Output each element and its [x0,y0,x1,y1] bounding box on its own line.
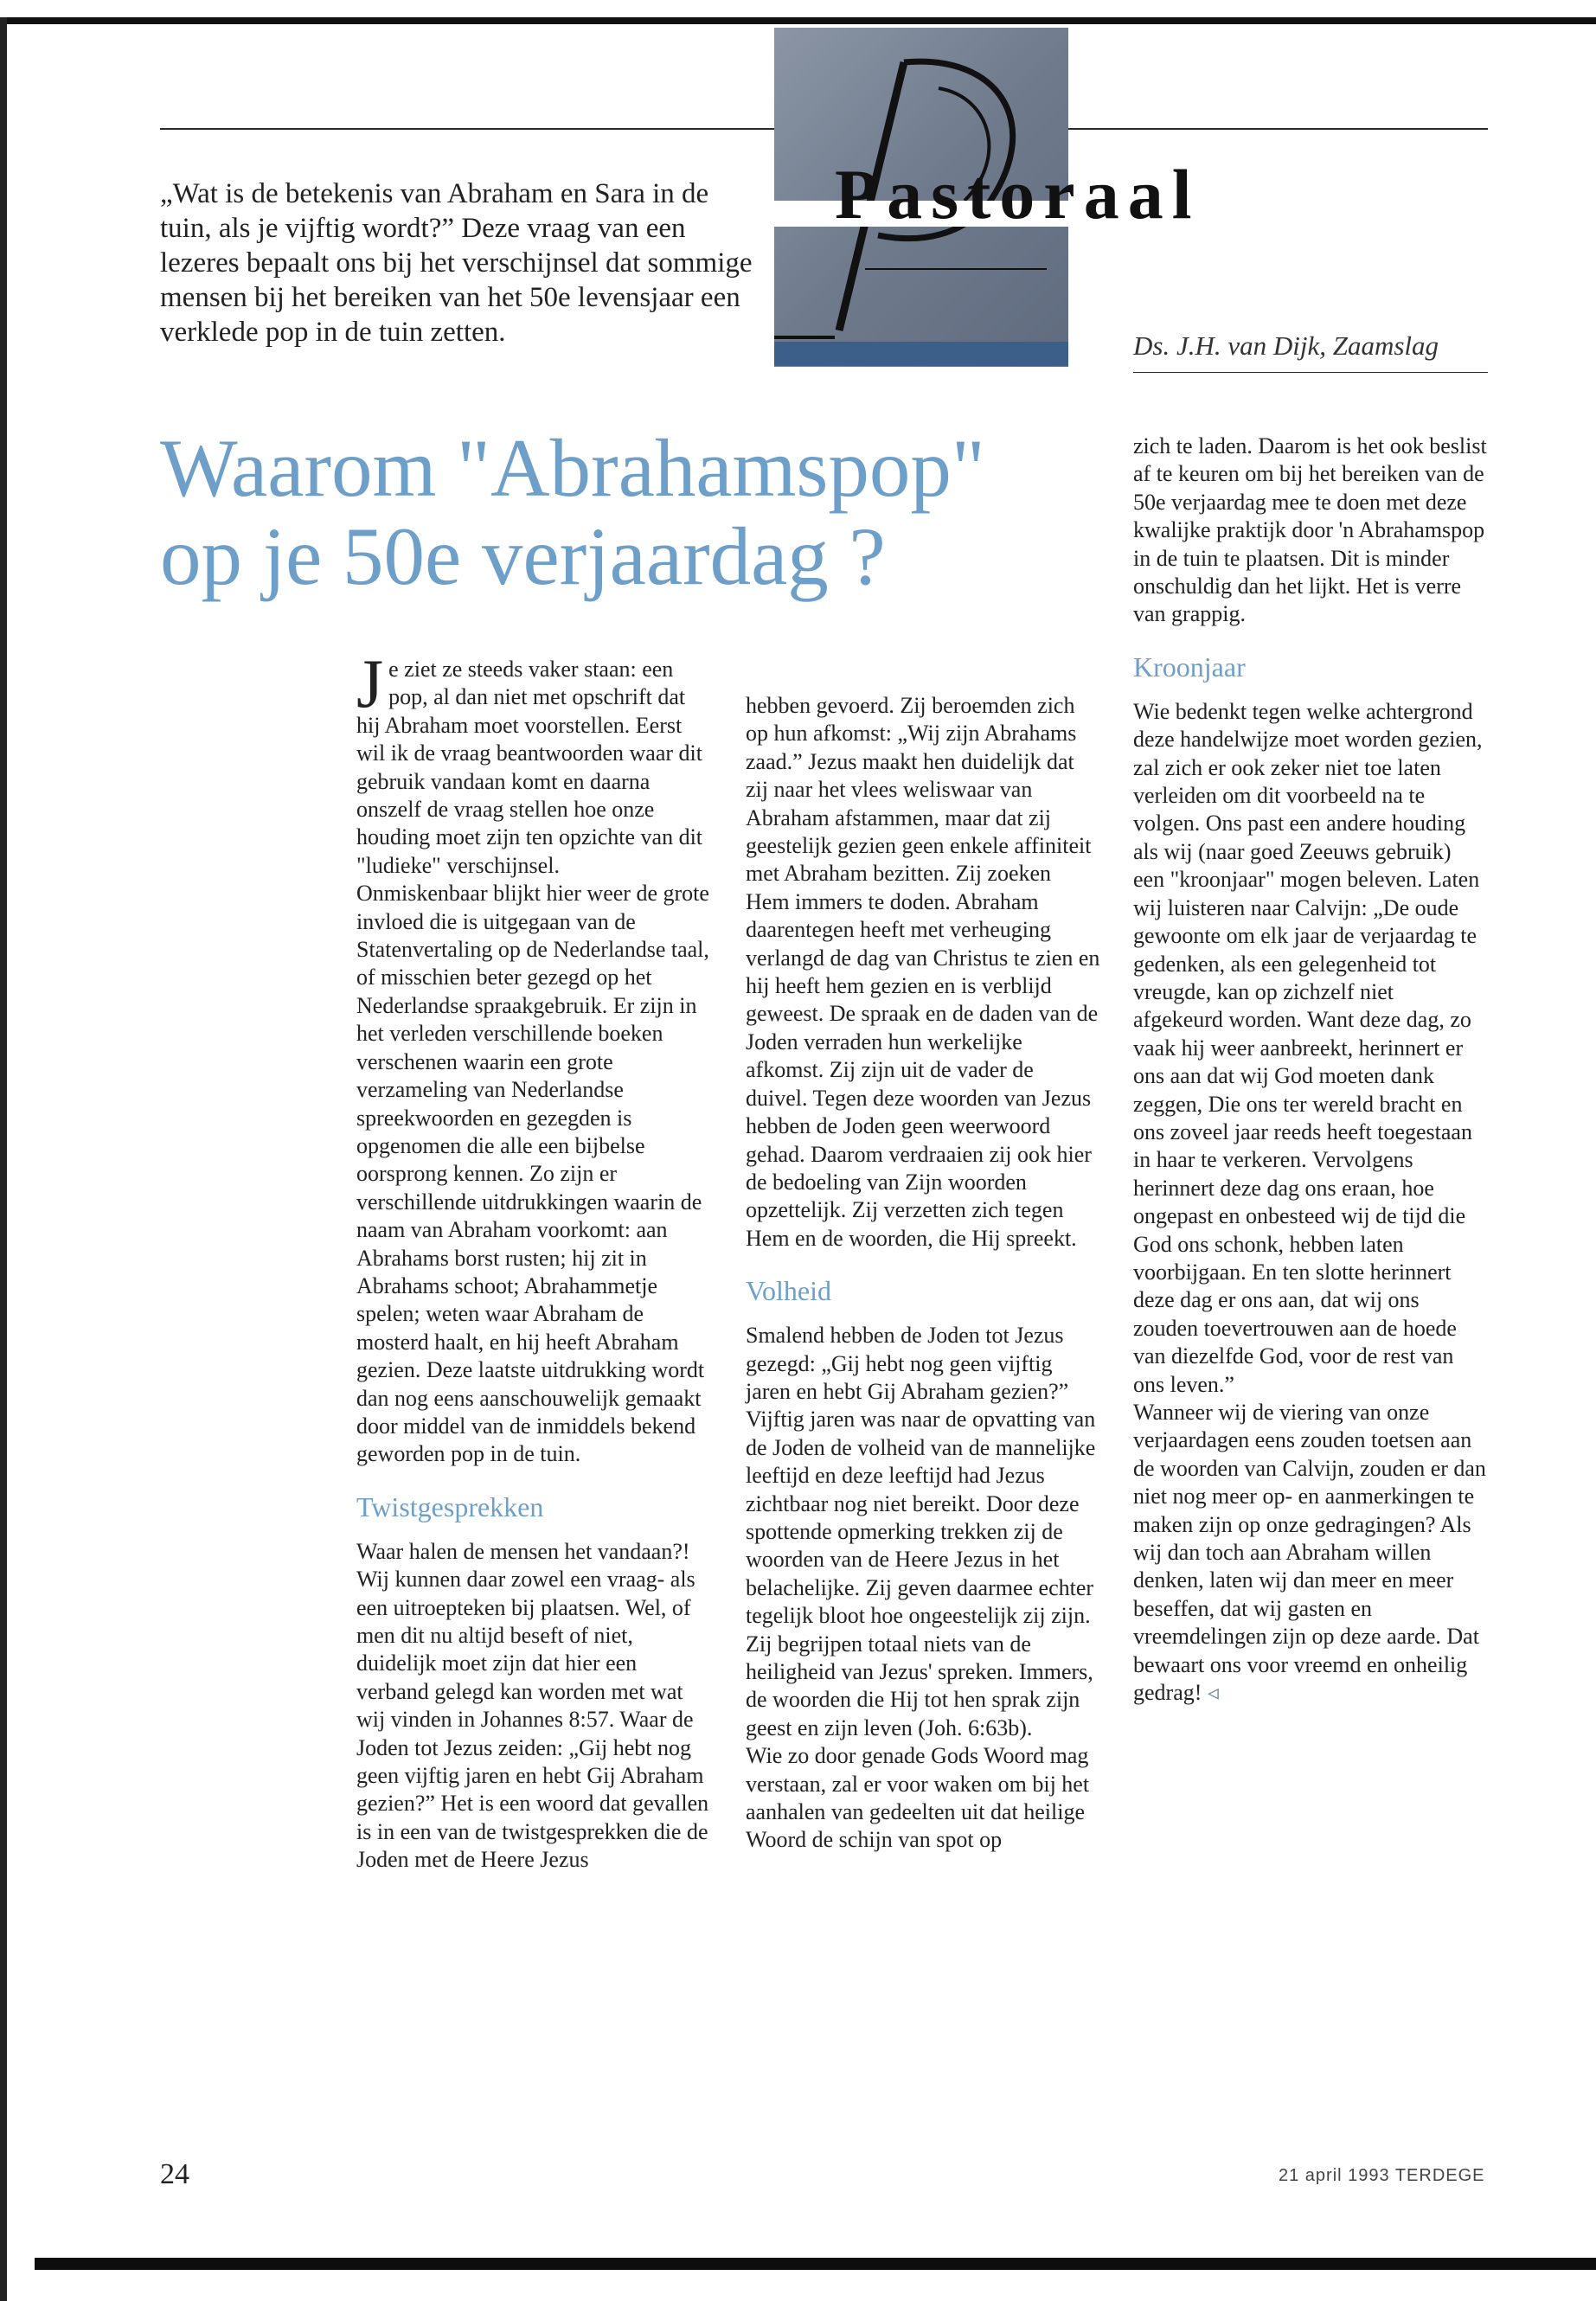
body-column-2 [746,692,1100,1855]
intro-paragraph: „Wat is de betekenis van Abraham en Sara in de tuin, als je vijftig wordt?” Deze vraag van een lezeres bepaalt ons bij het verschijnsel dat sommige mensen bij het bereiken van het 50e levensjaar een verklede pop in de tuin zetten. [160,178,753,348]
body-paragraph: Wie bedenkt tegen welke achtergrond deze handelwijze moet worden gezien, zal zich er ook zeker niet toe laten verleiden om dit voorbeeld na te volgen. Ons past een andere houding als wij (naar goed Zeeuws gebruik) een "kroonjaar" mogen beleven. Laten wij luisteren naar Calvijn: „De oude gewoonte om elk jaar de verjaardag te gedenken, als een gelegenheid tot vreugde, kan op zichzelf niet afgekeurd worden. Want deze dag, zo vaak hij weer aanbreekt, herinnert er ons aan dat wij God moeten dank zeggen, Die ons ter wereld bracht en ons zoveel jaar reeds heeft toegestaan in haar te verkeren. Vervolgens herinnert deze dag ons eraan, hoe ongepast en onbesteed wij de tijd die God ons schonk, hebben laten voorbijgaan. En ten slotte herinnert deze dag er ons aan, dat wij ons zouden toevertrouwen aan de hoede van diezelfde God, voor de rest van ons leven.” [1133,698,1483,1397]
title-line-2: op je 50e verjaardag ? [160,510,886,602]
logo-underline [774,336,835,339]
page-border-bottom [35,2258,1596,2270]
title-line-1: Waarom "Abrahamspop" [160,422,985,514]
body-column-3 [1133,433,1488,1707]
article-title [160,424,1086,600]
body-paragraph: Waar halen de mensen het vandaan?! Wij kunnen daar zowel een vraag- als een uitroepteken bij plaatsen. Wel, of men dit nu altijd beseft of niet, duidelijk moet zijn dat hier een verband gelegd kan worden met wat wij vinden in Johannes 8:57. Waar de Joden tot Jezus zeiden: „Gij hebt nog geen vijftig jaren en hebt Gij Abraham gezien?” Het is een woord dat gevallen is in een van de twistgesprekken die de Joden met de Heere Jezus [356,1538,709,1873]
drop-cap: J [356,646,384,722]
header-rule-right [1068,128,1488,130]
body-paragraph: zich te laden. Daarom is het ook beslist af te keuren om bij het bereiken van de 50e verjaardag mee te doen met deze kwalijke praktijk door 'n Abrahamspop in de tuin te plaatsen. Dit is minder onschuldig dan het lijkt. Het is verre van grappig. [1133,433,1487,627]
author-byline: Ds. J.H. van Dijk, Zaamslag [1133,330,1439,361]
body-paragraph: Smalend hebben de Joden tot Jezus gezegd: „Gij hebt nog geen vijftig jaren en hebt Gij Abraham gezien?” Vijftig jaren was naar de opvatting van de Joden de volheid van de mannelijke leeftijd en deze leeftijd had Jezus zichtbaar nog niet bereikt. Door deze spottende opmerking trekken zij de woorden van de Heere Jezus in het belachelijke. Zij geven daarmee echter tegelijk bloot hoe ongeestelijk zij zijn. Zij begrijpen totaal niets van de heiligheid van Jezus' spreken. Immers, de woorden die Hij tot hen sprak zijn geest en zijn leven (Joh. 6:63b). [746,1323,1096,1740]
byline-rule [1133,372,1488,373]
subheading: Volheid [746,1275,831,1307]
logo-underline [865,268,1047,270]
section-title: Pastoraal [835,155,1201,234]
page-border-top [0,17,1596,24]
body-column-1 [356,646,711,1875]
body-paragraph: Wie zo door genade Gods Woord mag verstaan, zal er voor waken om bij het aanhalen van gedeelten uit dat heilige Woord de schijn van spot op [746,1743,1090,1853]
body-paragraph: Wanneer wij de viering van onze verjaardagen eens zouden toetsen aan de woorden van Calvijn, zouden er dan niet nog meer op- en aanmerkingen te maken zijn op onze gedragingen? Als wij dan toch aan Abraham willen denken, laten wij dan meer en meer beseffen, dat wij gasten en vreemdelingen zijn op deze aarde. Dat bewaart ons voor vreemd en onheilig gedrag! ◃ [1133,1400,1486,1706]
subheading: Kroonjaar [1133,651,1246,683]
page-border-left [0,17,7,2301]
footer-date: 21 april 1993 TERDEGE [1279,2166,1485,2185]
body-paragraph: Je ziet ze steeds vaker staan: een pop, al dan niet met opschrift dat hij Abraham moet voorstellen. Eerst wil ik de vraag beantwoorden waar dit gebruik vandaan komt en daarna onszelf de vraag stellen hoe onze houding moet zijn ten opzichte van dit "ludieke" verschijnsel. [356,646,703,878]
body-paragraph: Onmiskenbaar blijkt hier weer de grote invloed die is uitgegaan van de Statenvertaling op de Nederlandse taal, of misschien beter gezegd op het Nederlandse spraakgebruik. Er zijn in het verleden verschillende boeken verschenen waarin een grote verzameling van Nederlandse spreekwoorden en gezegden is opgenomen die alle een bijbelse oorsprong kennen. Zo zijn er verschillende uitdrukkingen waarin de naam van Abraham voorkomt: aan Abrahams borst rusten; hij zit in Abrahams schoot; Abrahammetje spelen; weten waar Abraham de mosterd haalt, en hij heeft Abraham gezien. Deze laatste uitdrukking wordt dan nog eens aanschouwelijk gemaakt door middel van de inmiddels bekend geworden pop in de tuin. [356,881,709,1467]
page-number: 24 [160,2158,189,2190]
header-rule-left [160,128,774,130]
subheading: Twistgesprekken [356,1490,544,1522]
body-paragraph: hebben gevoerd. Zij beroemden zich op hun afkomst: „Wij zijn Abrahams zaad.” Jezus maakt hen duidelijk dat zij naar het vlees weliswaar van Abraham afstammen, maar dat zij geestelijk gezien geen enkele affiniteit met Abraham bezitten. Zij zoeken Hem immers te doden. Abraham daarentegen heeft met verheuging verlangd de dag van Christus te zien en hij heeft hem gezien en is verblijd geweest. De spraak en de daden van de Joden verraden hun werkelijke afkomst. Zij zijn uit de vader de duivel. Tegen deze woorden van Jezus hebben de Joden geen weerwoord gehad. Daarom verdraaien zij ook hier de bedoeling van Zijn woorden opzettelijk. Zij verzetten zich tegen Hem en de woorden, die Hij spreekt. [746,693,1100,1251]
end-mark-icon: ◃ [1207,1680,1219,1706]
logo-blue-strip [774,342,1068,366]
